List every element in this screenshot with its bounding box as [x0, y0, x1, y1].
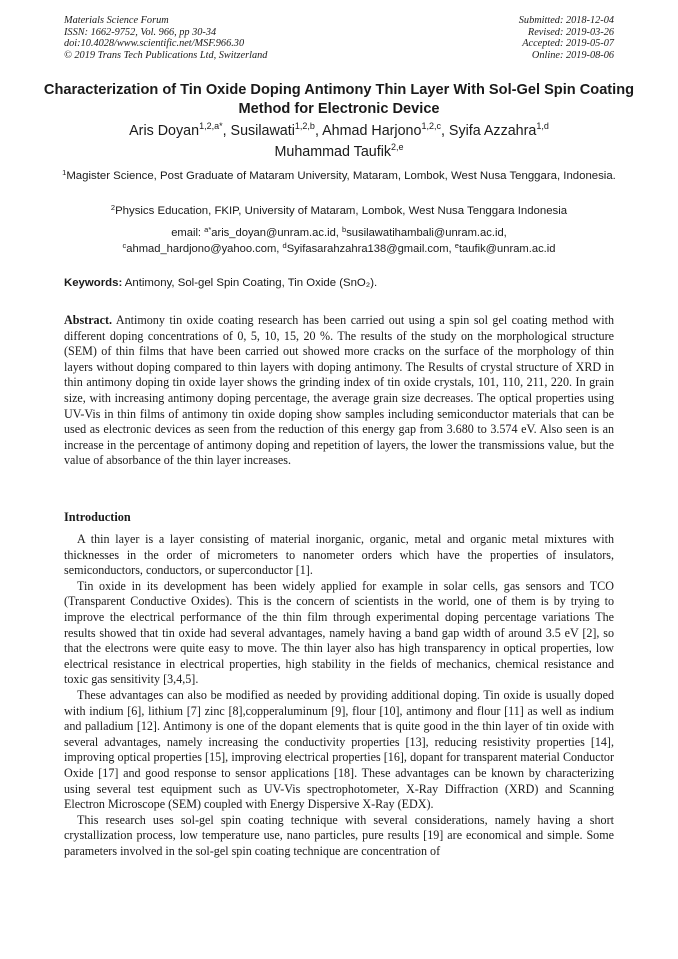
paragraph: These advantages can also be modified as needed by providing additional doping. Tin oxide is usually doped with indium [6], lithium [7] zinc [8],copperaluminum [9], flour [10], antimony and flour [11] as well as indium and palladium [12]. Antimony is one of the dopant elements that is quite good in the thin layer of tin oxide with several advantages, namely increasing the conductivity properties [13], reducing resistivity properties [14], improving optical properties [15], improving electrical properties [16], dopant for transparent material Conductor Oxide [17] and good response to sensor applications [18]. These advantages can be known by characterizing using several test equipment such as UV-Vis spectrophotometer, X-Ray Diffraction (XRD) and Scanning Electron Microscope (SEM) coupled with Energy Dispersive X-Ray (EDX).: [64, 687, 614, 812]
publication-dates: [519, 15, 614, 61]
affiliation-2: [40, 203, 638, 219]
abstract: [64, 313, 614, 469]
date-submitted: Submitted: 2018-12-04: [518, 15, 614, 26]
affiliation-text: Physics Education, FKIP, University of Mataram, Lombok, West Nusa Tenggara Indonesia: [115, 205, 568, 217]
paragraph: A thin layer is a layer consisting of material inorganic, organic, metal and organic metal mixtures with thicknesses in the order of micrometers to nanometer orders which have the properties of insulators, semiconductors, conductors, or superconductor [1].: [64, 532, 614, 578]
email-address[interactable]: ahmad_hardjono@yahoo.com,: [126, 242, 280, 255]
journal-doi: doi:10.4028/www.scientific.net/MSF.966.30: [64, 38, 245, 50]
email-block: [40, 226, 638, 257]
affiliation-mark: 2: [110, 203, 116, 212]
author-affiliation-mark: 2,e: [391, 142, 404, 152]
affiliation-mark: 1: [62, 168, 67, 177]
paragraph: Tin oxide in its development has been widely applied for example in solar cells, gas sensors and TCO (Transparent Conductive Oxides). This is the concern of scientists in the world, one of them is by trying to improve the electrical performance of the thin film through experimental doping percentage variations The results showed that tin oxide had several advantages, namely having a band gap width of around 3.5 eV [2], so that the electrons were quite easy to move. The thin layer also has high transparency in optical properties, low electrical resistance in electrical properties, high stability in the fields of mechanics, chemical resistance and toxic gas sensitivity [3,4,5].: [64, 578, 614, 687]
email-address[interactable]: aris_doyan@unram.ac.id,: [211, 227, 339, 239]
author-name: Susilawati: [230, 123, 295, 139]
journal-info: [64, 15, 267, 61]
date-online: Online: 2019-08-06: [531, 49, 614, 61]
keywords-text: Antimony, Sol-gel Spin Coating, Tin Oxide (SnO₂).: [124, 277, 378, 289]
abstract-text: Antimony tin oxide coating research has been carried out using a spin sol gel coating method with different doping concentrations of 0, 5, 10, 15, 20 %. The results of the study on the morphological structure (SEM) of thin films that have been carried out showed more cracks on the surface of the morphology of thin layers without doping compared to thin layers with doping antimony. The Results of crystal structure of XRD in thin antimony doping tin oxide layer shows the grinding index of tin oxide crystals, 101, 110, 211, 220. In grain size, with increasing antimony doping percentage, the average grain size decreases. The optical properties using UV-Vis in thin films of antimony tin oxide doping show samples including semiconductor materials that can be used as electronic devices as seen from the reduction of this energy gap from 3.680 to 3.574 eV. Also seen is an increase in the percentage of antimony doping and repetition of layers, the lower the transmissions value, but the value of absorbance of the thin layer increases.: [64, 313, 614, 468]
email-mark: a*: [204, 225, 212, 234]
email-address[interactable]: Syifasarahzahra138@gmail.com,: [286, 242, 452, 255]
date-revised: Revised: 2019-03-26: [527, 26, 614, 38]
paragraph: This research uses sol-gel spin coating technique with several considerations, namely having a short crystallization process, low temperature use, nano particles, pure results [19] are economical and simple. Some parameters involved in the sol-gel spin coating technique are concentration of: [64, 812, 614, 858]
journal-issn: ISSN: 1662-9752, Vol. 966, pp 30-34: [64, 26, 217, 38]
date-accepted: Accepted: 2019-05-07: [522, 38, 614, 50]
author-affiliation-mark: 1,d: [536, 121, 549, 131]
email-address[interactable]: taufik@unram.ac.id: [458, 242, 556, 255]
author-affiliation-mark: 1,2,a*: [199, 121, 223, 131]
author-affiliation-mark: 1,2,b: [294, 121, 315, 131]
journal-name: Materials Science Forum: [64, 15, 169, 26]
section-heading-introduction: Introduction: [64, 510, 131, 524]
email-mark: d: [282, 240, 287, 250]
email-mark: c: [122, 240, 127, 250]
author-name: Aris Doyan: [129, 123, 200, 139]
email-label: email:: [171, 227, 202, 239]
email-mark: e: [454, 240, 459, 250]
keywords-label: Keywords:: [64, 277, 123, 289]
author-name: Ahmad Harjono: [322, 123, 422, 139]
journal-copyright: © 2019 Trans Tech Publications Ltd, Switzerland: [64, 49, 268, 61]
author-list: Aris Doyan$^{1,2,a*}$, Susilawati$^{1,2,b}$, Ahmad Harjono$^{1,2,c}$, Syifa Azzahra$^{1,d}$ Muhammad Taufik$^{2,e}$: [129, 121, 549, 160]
email-address[interactable]: susilawatihambali@unram.ac.id,: [346, 227, 507, 239]
introduction-body: [64, 532, 614, 859]
email-mark: b: [342, 225, 347, 234]
abstract-label: Abstract.: [64, 313, 113, 327]
affiliation-1: [40, 168, 638, 184]
author-name: Syifa Azzahra: [448, 123, 537, 139]
paper-title: Characterization of Tin Oxide Doping Antimony Thin Layer With Sol-Gel Spin Coating Method for Electronic Device: [43, 82, 635, 117]
keywords: [64, 276, 614, 291]
author-affiliation-mark: 1,2,c: [421, 121, 441, 131]
affiliation-text: Magister Science, Post Graduate of Mataram University, Mataram, Lombok, West Nusa Tenggara, Indonesia.: [66, 170, 616, 182]
author-name: Muhammad Taufik: [274, 144, 392, 160]
